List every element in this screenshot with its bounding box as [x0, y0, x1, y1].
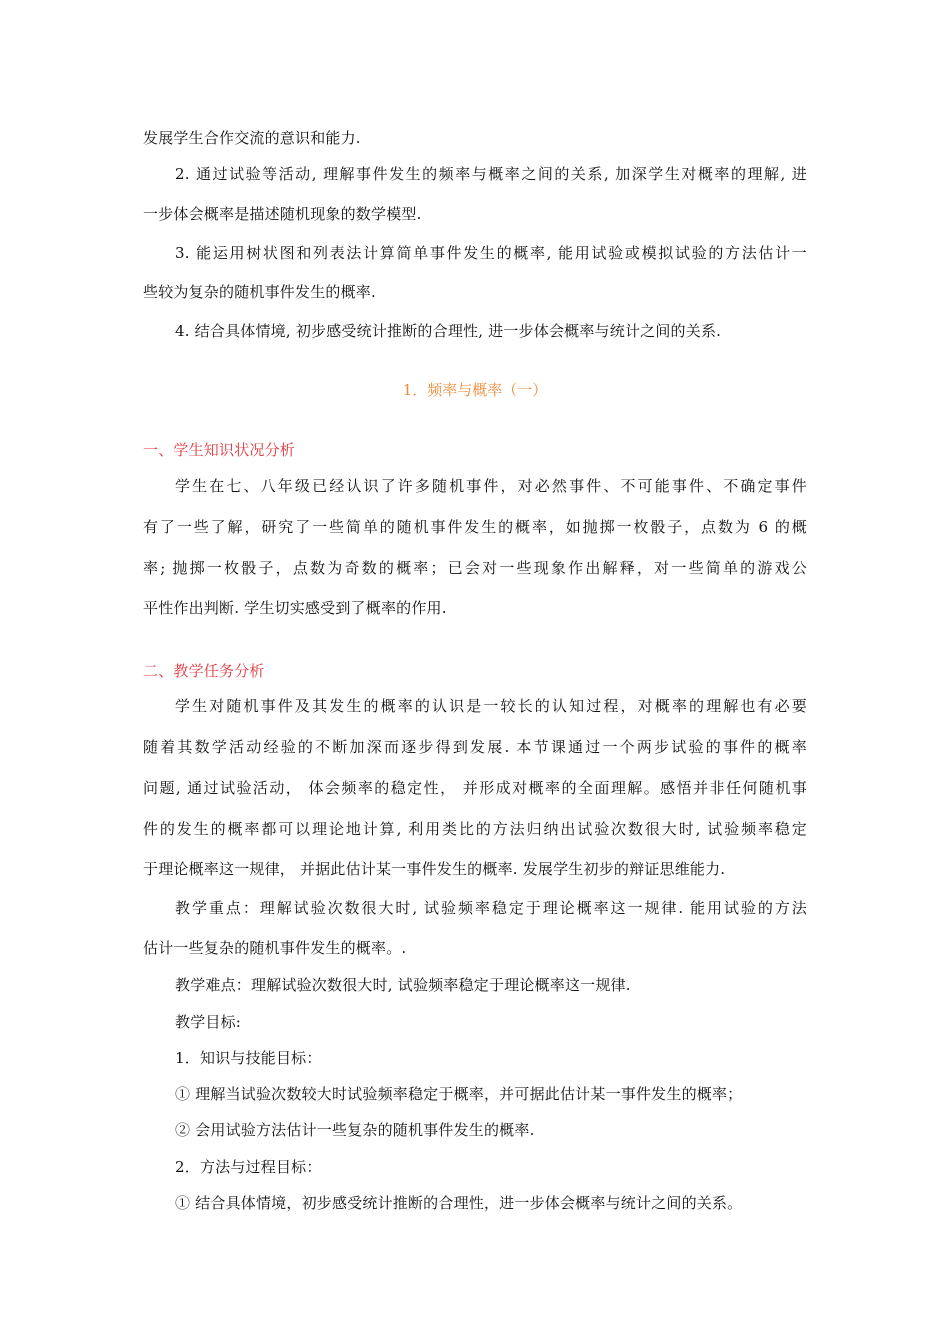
objective1-item-2: ② 会用试验方法估计一些复杂的随机事件发生的概率. — [175, 1121, 535, 1139]
section2-line-3: 问题, 通过试验活动， 体会频率的稳定性， 并形成对概率的全面理解。感悟并非任何随机事 — [143, 779, 807, 797]
intro-line-5: 些较为复杂的随机事件发生的概率. — [143, 283, 376, 301]
objectives-label: 教学目标: — [175, 1013, 242, 1031]
intro-line-1: 发展学生合作交流的意识和能力. — [143, 129, 361, 147]
key-point-line-1: 教学重点：理解试验次数很大时, 试验频率稳定于理论概率这一规律. 能用试验的方法 — [175, 899, 807, 917]
section2-line-4: 件的发生的概率都可以理论地计算, 利用类比的方法归纳出试验次数很大时, 试验频率稳定 — [143, 820, 807, 838]
section1-line-3: 率; 抛掷一枚骰子，点数为奇数的概率；已会对一些现象作出解释，对一些简单的游戏公 — [143, 559, 807, 577]
section2-heading: 二、教学任务分析 — [143, 662, 265, 680]
section2-line-5: 于理论概率这一规律， 并据此估计某一事件发生的概率. 发展学生初步的辩证思维能力. — [143, 860, 726, 878]
section1-heading: 一、学生知识状况分析 — [143, 441, 296, 459]
objective2-label: 2．方法与过程目标： — [175, 1158, 322, 1176]
intro-line-4: 3. 能运用树状图和列表法计算简单事件发生的概率, 能用试验或模拟试验的方法估计一 — [175, 244, 807, 262]
objective2-item-1: ① 结合具体情境，初步感受统计推断的合理性，进一步体会概率与统计之间的关系。 — [175, 1194, 743, 1212]
section-title: 1．频率与概率（一） — [402, 381, 548, 399]
section1-line-1: 学生在七、八年级已经认识了许多随机事件，对必然事件、不可能事件、不确定事件 — [175, 477, 807, 495]
intro-line-6: 4. 结合具体情境, 初步感受统计推断的合理性, 进一步体会概率与统计之间的关系. — [175, 322, 722, 340]
intro-line-3: 一步体会概率是描述随机现象的数学模型. — [143, 205, 422, 223]
section2-line-1: 学生对随机事件及其发生的概率的认识是一较长的认知过程，对概率的理解也有必要 — [175, 697, 807, 715]
section1-line-4: 平性作出判断. 学生切实感受到了概率的作用. — [143, 599, 447, 617]
section2-line-2: 随着其数学活动经验的不断加深而逐步得到发展. 本节课通过一个两步试验的事件的概率 — [143, 738, 807, 756]
intro-line-2: 2. 通过试验等活动, 理解事件发生的频率与概率之间的关系, 加深学生对概率的理解, 进 — [175, 165, 807, 183]
key-point-line-2: 估计一些复杂的随机事件发生的概率。. — [143, 939, 407, 957]
objective1-label: 1．知识与技能目标： — [175, 1049, 322, 1067]
section1-line-2: 有了一些了解，研究了一些简单的随机事件发生的概率，如抛掷一枚骰子，点数为 6 的概 — [143, 518, 807, 536]
difficulty-line: 教学难点：理解试验次数很大时, 试验频率稳定于理论概率这一规律. — [175, 976, 631, 994]
objective1-item-1: ① 理解当试验次数较大时试验频率稳定于概率，并可据此估计某一事件发生的概率； — [175, 1085, 743, 1103]
